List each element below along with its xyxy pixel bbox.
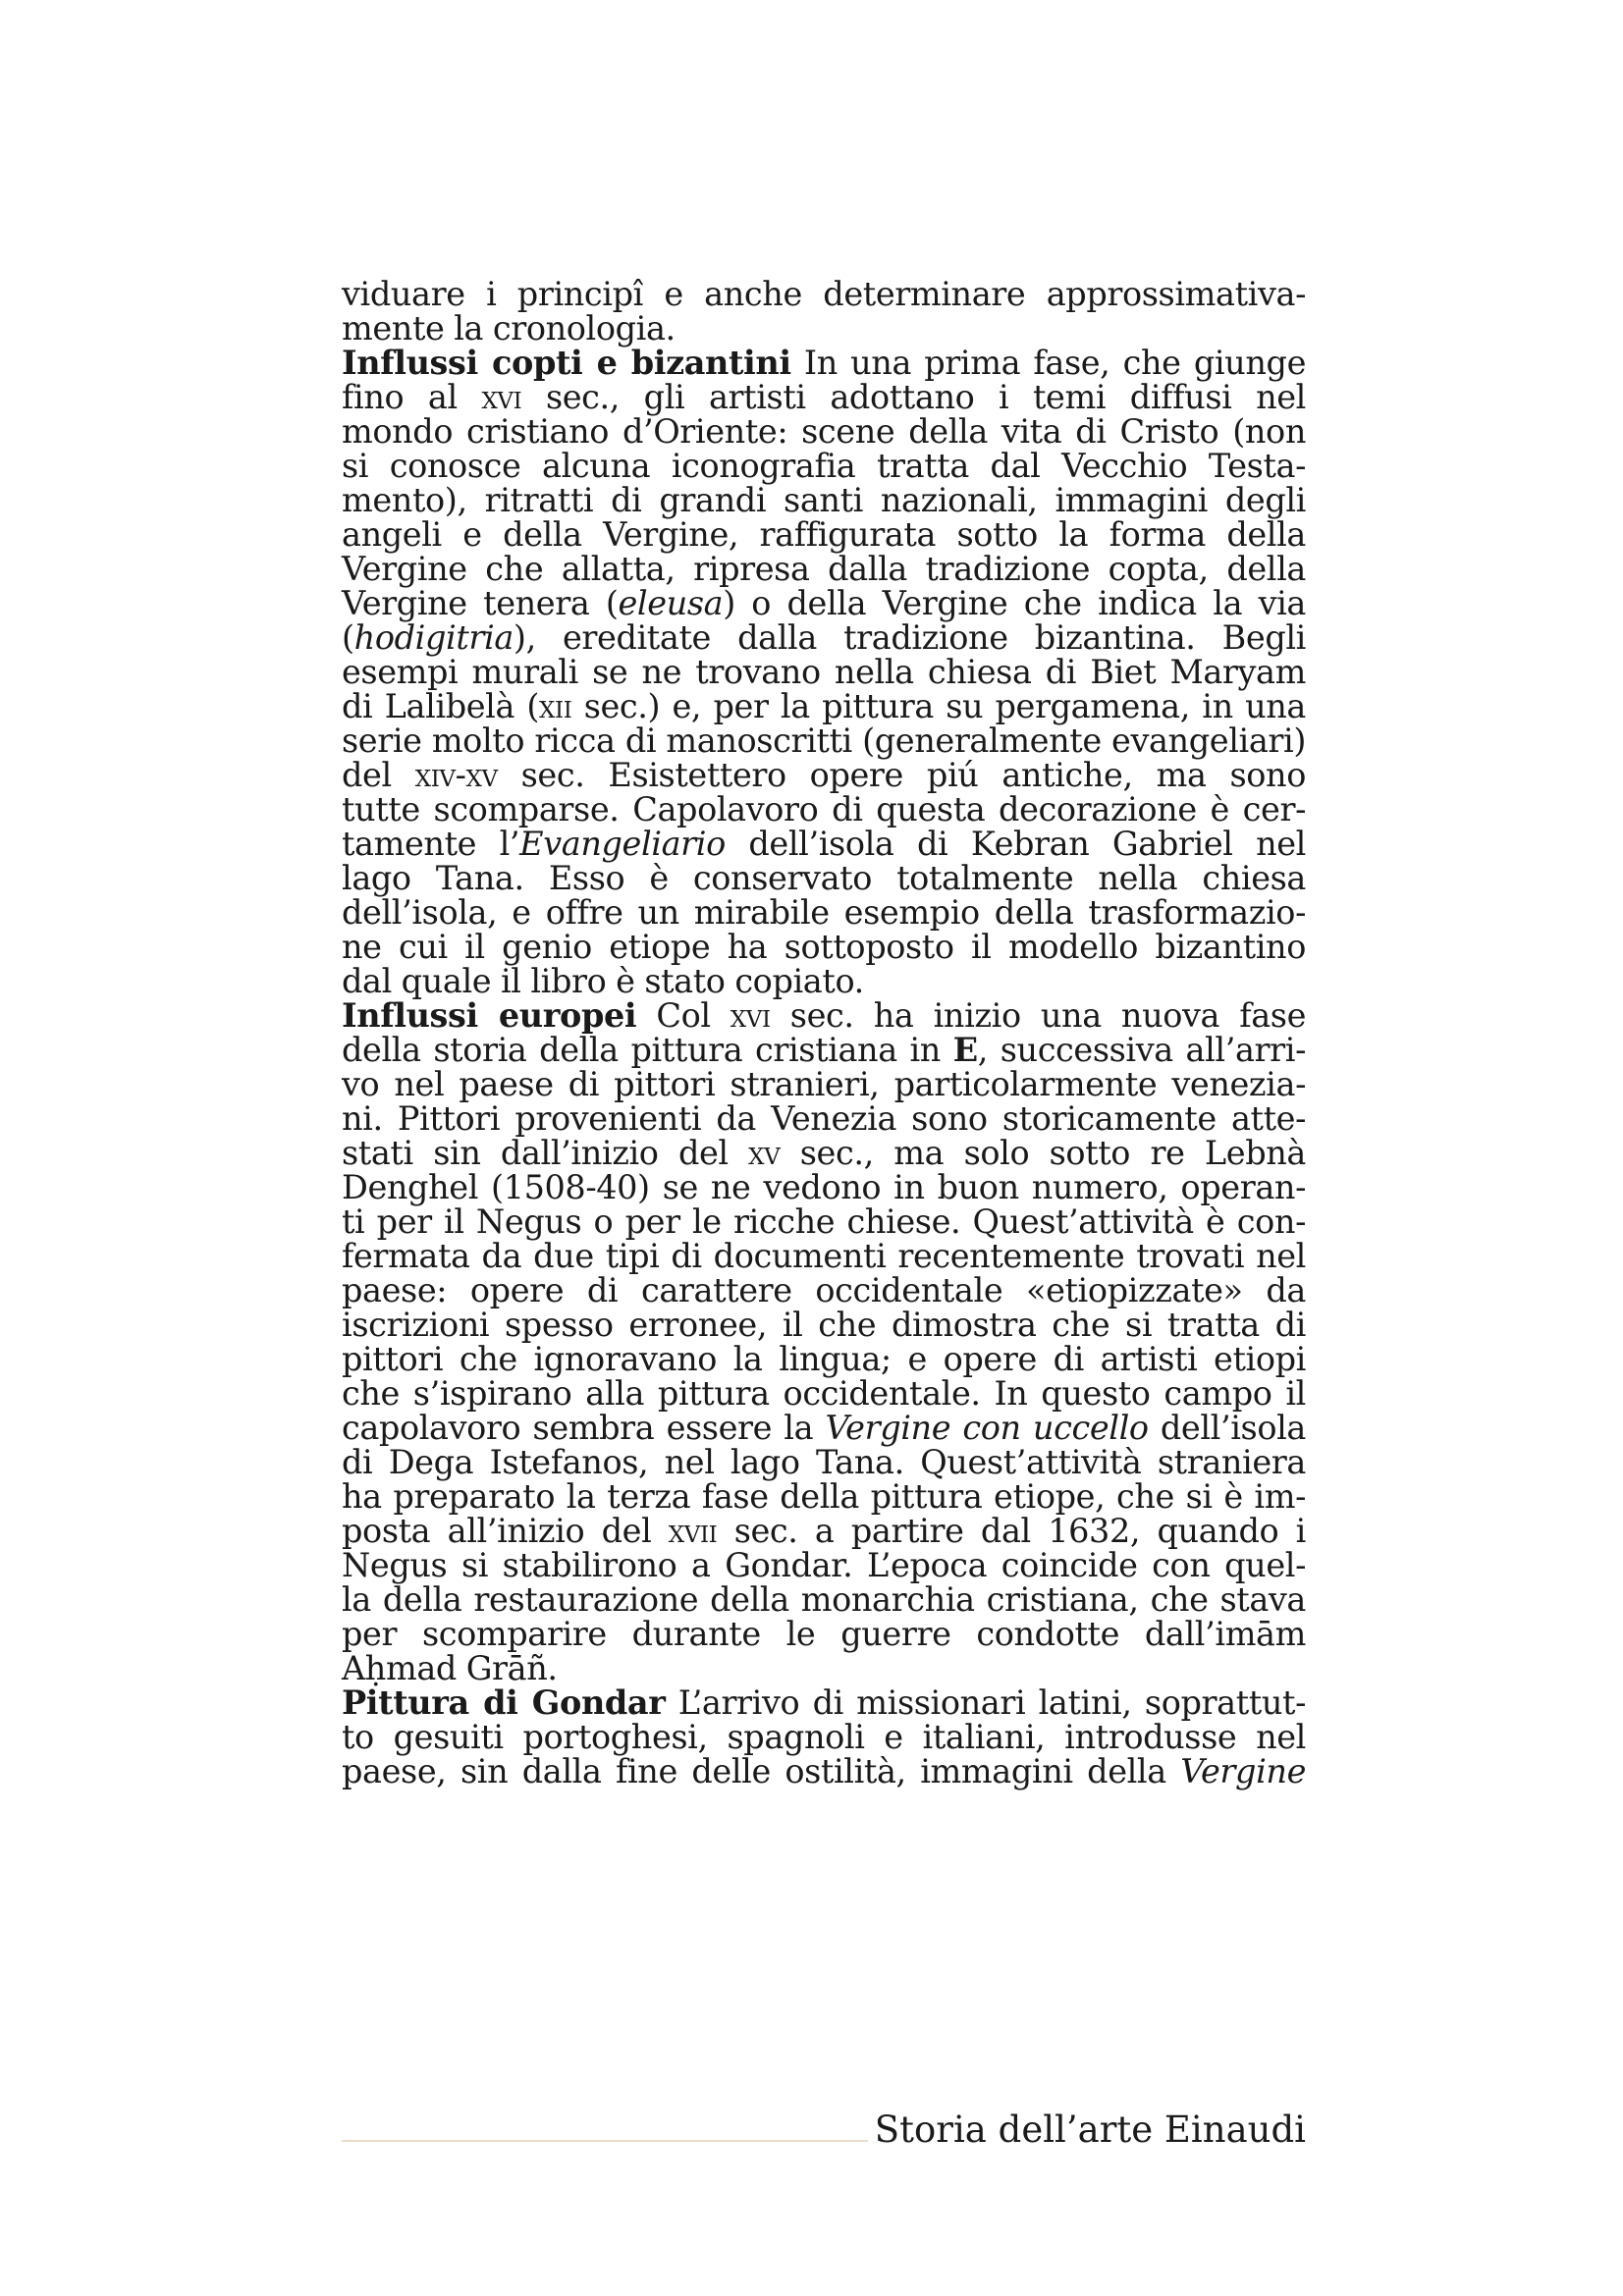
text-run: xii (539, 687, 572, 725)
text-run: xvii (668, 1512, 718, 1550)
text-run: sec., gli artisti adottano i temi diffusi nel (521, 378, 1306, 416)
text-line (342, 1685, 1306, 1720)
text-run: ne cui il genio etiope ha sottoposto il modello bizantino (342, 928, 1306, 966)
text-line (342, 998, 1306, 1033)
text-line (342, 1170, 1306, 1204)
text-line (342, 689, 1306, 723)
text-run: dell’isola di Kebran Gabriel nel (725, 825, 1306, 863)
text-run: la della restaurazione della monarchia cristiana, che stava (342, 1580, 1306, 1619)
text-line (342, 1651, 1306, 1685)
text-run: paese: opere di carattere occidentale «etiopizzate» da (342, 1271, 1306, 1309)
body-text (342, 277, 1306, 1789)
text-run: posta all’inizio del (342, 1512, 669, 1550)
text-line (342, 311, 1306, 346)
text-line (342, 1617, 1306, 1651)
text-run: di Dega Istefanos, nel lago Tana. Quest’attività straniera (342, 1443, 1306, 1481)
footer-rule (342, 2140, 868, 2142)
text-run: fermata da due tipi di documenti recentemente trovati nel (342, 1237, 1306, 1275)
text-run: della storia della pittura cristiana in (342, 1031, 953, 1069)
text-run: Col (636, 996, 730, 1035)
text-run: capolavoro sembra essere la (342, 1409, 826, 1447)
text-line (342, 449, 1306, 483)
text-line (342, 552, 1306, 586)
text-run: sec. Esistettero opere piú antiche, ma sono (497, 756, 1306, 794)
text-run: angeli e della Vergine, raffigurata sotto la forma della (342, 515, 1306, 554)
text-line (342, 1273, 1306, 1308)
text-line (342, 517, 1306, 552)
text-line (342, 1479, 1306, 1514)
text-line (342, 930, 1306, 964)
text-run: sec.) e, per la pittura su pergamena, in una (571, 687, 1306, 725)
text-line (342, 1445, 1306, 1479)
text-run: Negus si stabilirono a Gondar. L’epoca coincide con quel- (342, 1546, 1306, 1584)
text-run: serie molto ricca di manoscritti (generalmente evangeliari) (342, 721, 1306, 760)
text-run: tamente l’ (342, 825, 520, 863)
text-line (342, 620, 1306, 655)
text-run: si conosce alcuna iconografia tratta dal Vecchio Testa- (342, 447, 1306, 485)
section-heading: E (952, 1031, 978, 1069)
text-run: ) o della Vergine che indica la via (723, 584, 1306, 622)
section-heading: Influssi europei (342, 996, 637, 1035)
text-run: sec. a partire dal 1632, quando i (717, 1512, 1306, 1550)
text-run: ha preparato la terza fase della pittura etiope, che si è im- (342, 1477, 1306, 1516)
text-line (342, 723, 1306, 758)
text-run: Evangeliario (519, 825, 726, 863)
text-line (342, 277, 1306, 311)
text-line (342, 758, 1306, 792)
text-run: iscrizioni spesso erronee, il che dimostra che si tratta di (342, 1306, 1306, 1344)
text-run: xiv-xv (414, 756, 498, 794)
text-run: paese, sin dalla fine delle ostilità, immagini della (342, 1752, 1181, 1790)
text-line (342, 1720, 1306, 1754)
text-run: L’arrivo di missionari latini, soprattut- (665, 1683, 1307, 1722)
text-line (342, 346, 1306, 380)
text-run: ), ereditate dalla tradizione bizantina. Begli (513, 618, 1306, 657)
text-run: ni. Pittori provenienti da Venezia sono storicamente atte- (342, 1099, 1306, 1138)
text-run: fino al (342, 378, 482, 416)
text-run: Aḥmad Grāñ. (342, 1649, 558, 1687)
text-run: sec., ma solo sotto re Lebnà (780, 1134, 1306, 1172)
text-run: dal quale il libro è stato copiato. (342, 962, 864, 1000)
text-run: stati sin dall’inizio del (342, 1134, 749, 1172)
text-run: Vergine tenera ( (342, 584, 619, 622)
text-line (342, 827, 1306, 861)
text-line (342, 1308, 1306, 1342)
text-run: pittori che ignoravano la lingua; e opere di artisti etiopi (342, 1340, 1306, 1378)
text-line (342, 1411, 1306, 1445)
page-footer (342, 2109, 1306, 2167)
text-line (342, 1582, 1306, 1617)
text-run: xvi (481, 378, 522, 416)
text-run: dell’isola, e offre un mirabile esempio della trasformazio- (342, 893, 1306, 932)
text-run: lago Tana. Esso è conservato totalmente nella chiesa (342, 859, 1306, 897)
text-run: , successiva all’arri- (977, 1031, 1306, 1069)
text-line (342, 1101, 1306, 1136)
text-run: mondo cristiano d’Oriente: scene della vita di Cristo (non (342, 412, 1306, 451)
text-run: per scomparire durante le guerre condotte dall’imām (342, 1615, 1306, 1653)
text-line (342, 1754, 1306, 1789)
text-run: vo nel paese di pittori stranieri, particolarmente venezia- (342, 1065, 1306, 1103)
text-run: Vergine con uccello (825, 1409, 1149, 1447)
text-run: sec. ha inizio una nuova fase (770, 996, 1307, 1035)
text-line (342, 1136, 1306, 1170)
text-run: tutte scomparse. Capolavoro di questa decorazione è cer- (342, 790, 1306, 828)
text-line (342, 1514, 1306, 1548)
text-run: In una prima fase, che giunge (790, 344, 1306, 382)
text-line (342, 1067, 1306, 1101)
text-run: del (342, 756, 415, 794)
footer-publisher: Storia dell’arte Einaudi (874, 2109, 1306, 2151)
section-heading: Influssi copti e bizantini (342, 344, 791, 382)
text-line (342, 1204, 1306, 1239)
text-line (342, 1033, 1306, 1067)
text-run: Vergine (1180, 1752, 1306, 1790)
text-run: di Lalibelà ( (342, 687, 540, 725)
text-run: esempi murali se ne trovano nella chiesa di Biet Maryam (342, 653, 1306, 691)
text-run: xv (748, 1134, 781, 1172)
text-line (342, 792, 1306, 827)
text-run: Vergine che allatta, ripresa dalla tradizione copta, della (342, 550, 1306, 588)
text-line (342, 586, 1306, 620)
text-line (342, 1342, 1306, 1376)
text-line (342, 1239, 1306, 1273)
text-line (342, 1376, 1306, 1411)
text-run: mente la cronologia. (342, 309, 676, 347)
text-line (342, 861, 1306, 895)
text-run: mento), ritratti di grandi santi nazionali, immagini degli (342, 481, 1306, 519)
text-line (342, 483, 1306, 517)
text-line (342, 655, 1306, 689)
text-line (342, 895, 1306, 930)
text-line (342, 380, 1306, 414)
text-run: che s’ispirano alla pittura occidentale. In questo campo il (342, 1374, 1306, 1413)
text-run: xvi (730, 996, 771, 1035)
text-run: hodigitria (353, 618, 514, 657)
text-run: viduare i principî e anche determinare approssimativa- (342, 275, 1306, 313)
text-line (342, 964, 1306, 998)
text-run: Denghel (1508-40) se ne vedono in buon numero, operan- (342, 1168, 1306, 1206)
text-run: dell’isola (1148, 1409, 1306, 1447)
text-line (342, 414, 1306, 449)
text-run: ( (342, 618, 354, 657)
text-run: ti per il Negus o per le ricche chiese. Quest’attività è con- (342, 1202, 1306, 1241)
text-run: to gesuiti portoghesi, spagnoli e italiani, introdusse nel (342, 1718, 1306, 1756)
text-line (342, 1548, 1306, 1582)
text-run: eleusa (618, 584, 724, 622)
section-heading: Pittura di Gondar (342, 1683, 666, 1722)
